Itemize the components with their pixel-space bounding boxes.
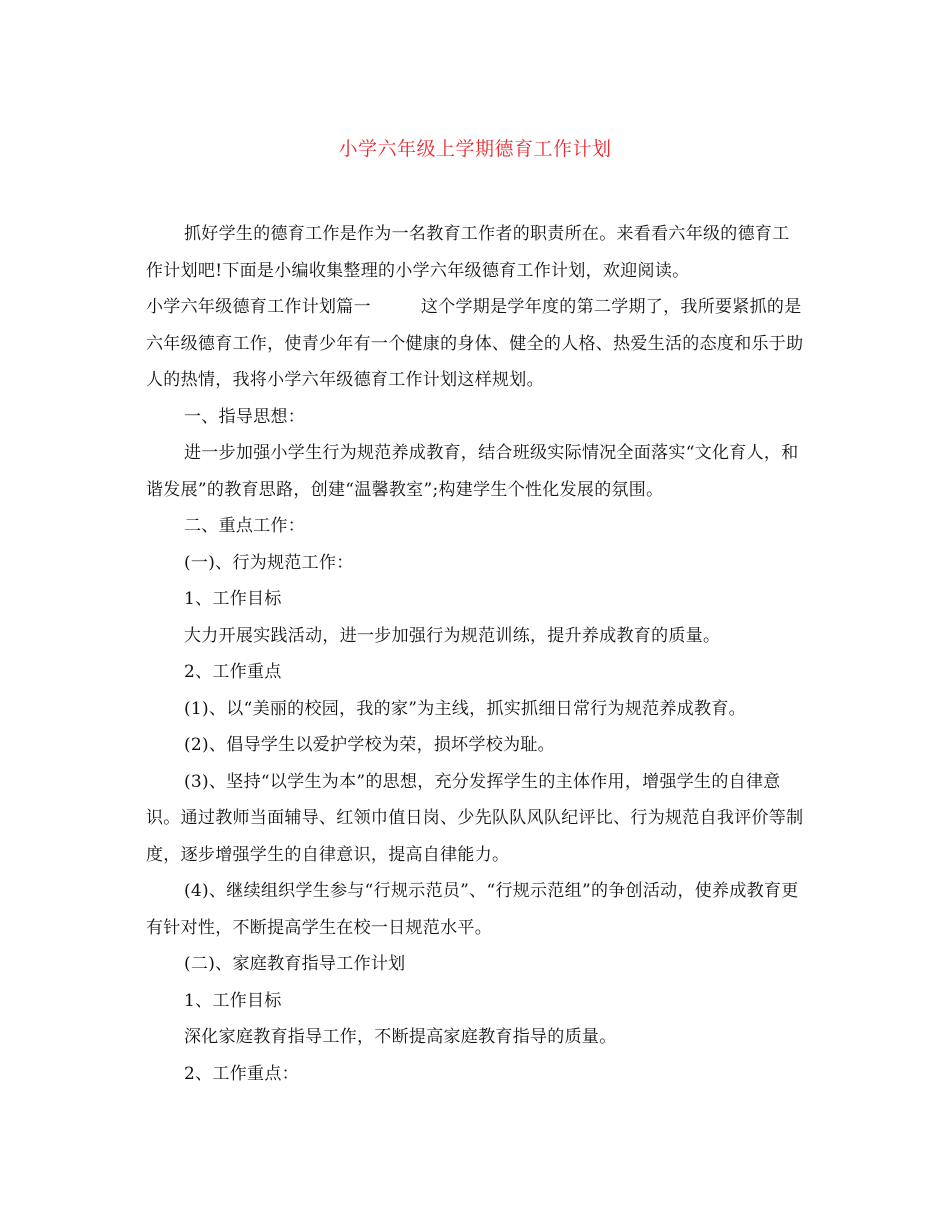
- plan-one-text: 这个学期是学年度的第二学期了，我所要紧抓的是六年级德育工作，使青少年有一个健康的身体、健全的人格、热爱生活的态度和乐于助人的热情，我将小学六年级德育工作计划这样规划。: [146, 297, 804, 390]
- plan-one-heading: 小学六年级德育工作计划篇一: [146, 297, 371, 317]
- paragraph-work-goal-2: 深化家庭教育指导工作，不断提高家庭教育指导的质量。: [184, 1027, 617, 1047]
- paragraph-intro: 抓好学生的德育工作是作为一名教育工作者的职责所在。来看看六年级的德育工作计划吧!下面是小编收集整理的小学六年级德育工作计划，欢迎阅读。: [146, 224, 790, 281]
- document-title: 小学六年级上学期德育工作计划: [338, 138, 612, 160]
- paragraph-guiding-thought: 进一步加强小学生行为规范养成教育，结合班级实际情况全面落实“文化育人，和谐发展”的教育思路，创建“温馨教室”;构建学生个性化发展的氛围。: [146, 443, 799, 500]
- subsection-behavior-norms: (一)、行为规范工作：: [184, 552, 354, 573]
- section-heading-key-work: 二、重点工作：: [184, 516, 306, 536]
- section-heading-guiding-thought: 一、指导思想：: [184, 406, 306, 427]
- paragraph-work-goal-1: 大力开展实践活动，进一步加强行为规范训练，提升养成教育的质量。: [184, 625, 721, 646]
- item-work-focus-1: 2、工作重点: [184, 662, 282, 682]
- subsection-family-education: (二)、家庭教育指导工作计划: [184, 954, 406, 974]
- item-work-goal-1: 1、工作目标: [184, 589, 282, 609]
- list-item-focus-1: (1)、以“美丽的校园，我的家”为主线，抓实抓细日常行为规范养成教育。: [184, 698, 746, 719]
- document-body: [146, 216, 806, 1092]
- item-work-focus-2: 2、工作重点：: [184, 1063, 299, 1084]
- list-item-focus-2: (2)、倡导学生以爱护学校为荣，损坏学校为耻。: [184, 735, 555, 755]
- list-item-focus-4: (4)、继续组织学生参与“行规示范员”、“行规示范组”的争创活动，使养成教育更有针对性，不断提高学生在校一日规范水平。: [146, 881, 799, 938]
- paragraph-plan-one: [146, 289, 806, 399]
- item-work-goal-2: 1、工作目标: [184, 990, 282, 1011]
- list-item-focus-3: (3)、坚持“以学生为本”的思想，充分发挥学生的主体作用，增强学生的自律意识。通过教师当面辅导、红领巾值日岗、少先队队风队纪评比、行为规范自我评价等制度，逐步增强学生的自律意识，提高自律能力。: [146, 771, 804, 865]
